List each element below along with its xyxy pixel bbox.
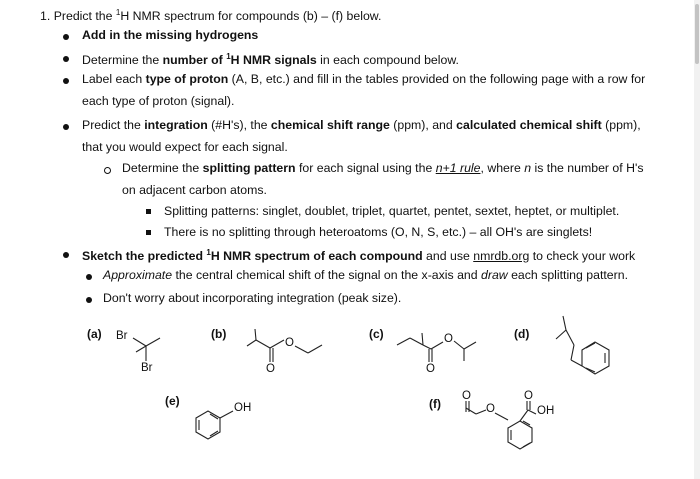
atom-o-f1: O (462, 390, 471, 402)
compound-label-f: (f) (429, 397, 441, 411)
compound-label-a: (a) (87, 327, 102, 341)
structure-f (466, 401, 536, 449)
nmrdb-link[interactable]: nmrdb.org (473, 249, 530, 264)
atom-oh-f: OH (537, 405, 555, 417)
atom-o-c2: O (426, 363, 435, 375)
structure-e (196, 411, 233, 439)
atom-o-f3: O (524, 390, 533, 402)
sub-bullet-splitting-cont: on adjacent carbon atoms. (122, 183, 267, 197)
bullet-integration-note: Don't worry about incorporating integration (peak size). (103, 291, 402, 305)
structure-a (133, 338, 160, 361)
atom-br-a1: Br (116, 330, 128, 342)
atom-o-c1: O (444, 333, 453, 345)
sub-bullet-splitting: Determine the splitting pattern for each signal using the n+1 rule, where n is the number of H's (122, 161, 644, 175)
atom-oh-e: OH (234, 402, 252, 414)
bullet-label-protons-cont: each type of proton (signal). (82, 94, 235, 108)
bullet-label-protons: Label each type of proton (A, B, etc.) and fill in the tables provided on the following page with a row for (82, 72, 646, 86)
bullet-add-hydrogens: Add in the missing hydrogens (82, 28, 259, 42)
bullet-sketch-spectrum: Sketch the predicted $^1$H NMR spectrum of each compound and use nmrdb.org to check your work (82, 248, 636, 264)
no-splitting-heteroatoms: There is no splitting through heteroatoms (O, N, S, etc.) – all OH's are singlets! (164, 225, 593, 239)
question-number: 1. (40, 9, 51, 24)
compound-label-b: (b) (211, 327, 227, 341)
bullet-predict-integration-cont: that you would expect for each signal. (82, 140, 288, 154)
atom-br-a2: Br (141, 362, 153, 374)
bullet-number-of-signals: Determine the number of $^1$H NMR signals in each compound below. (82, 52, 459, 68)
question-header: 1. Predict the $^1$H NMR spectrum for compounds (b) – (f) below. (40, 8, 382, 24)
atom-o-b2: O (266, 363, 275, 375)
atom-o-f2: O (486, 403, 495, 415)
splitting-patterns-list: Splitting patterns: singlet, doublet, triplet, quartet, pentet, sextet, heptet, or multiplet. (164, 204, 620, 218)
bullet-predict-integration: Predict the integration (#H's), the chemical shift range (ppm), and calculated chemical shift (ppm), (82, 118, 641, 132)
structure-c (397, 333, 476, 362)
compound-label-e: (e) (165, 394, 180, 408)
atom-o-b1: O (285, 337, 294, 349)
compound-label-d: (d) (514, 327, 530, 341)
compound-label-c: (c) (369, 327, 384, 341)
bullet-approximate-shift: Approximate the central chemical shift of the signal on the x-axis and draw each splitting pattern. (103, 268, 628, 282)
structure-d (556, 316, 609, 374)
